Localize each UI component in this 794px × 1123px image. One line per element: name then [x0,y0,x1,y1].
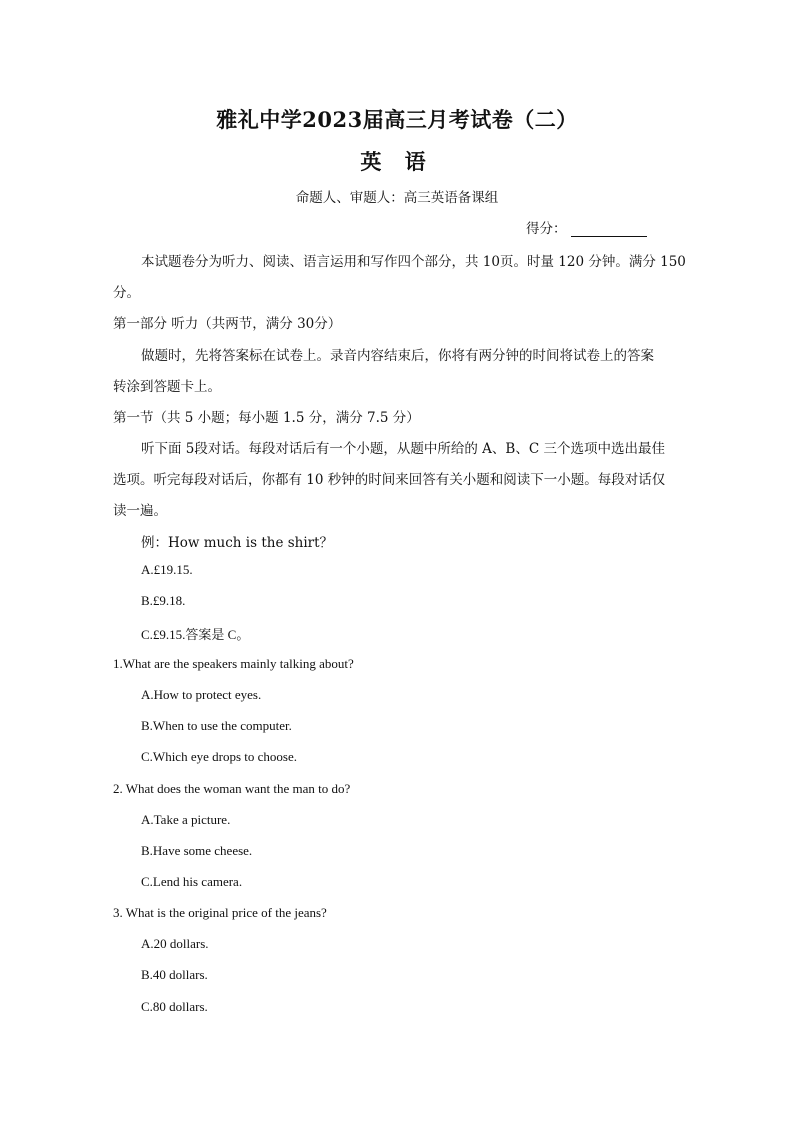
question-2-option-c: C.Lend his camera. [141,874,243,889]
question-2-option-b: B.Have some cheese. [141,843,253,858]
question-3-option-b: B.40 dollars. [141,967,208,982]
score-blank[interactable] [571,222,647,237]
author-line: 命题人、审题人：高三英语备课组 [295,190,499,206]
question-3-option-a: A.20 dollars. [141,936,209,951]
question-2: 2. What does the woman want the man to do? [113,781,351,796]
question-3: 3. What is the original price of the jeans? [113,905,327,920]
score-label: 得分： [526,221,567,237]
question-1-option-a: A.How to protect eyes. [141,687,262,702]
example-option-b: B.£9.18. [141,593,186,608]
question-3-option-c: C.80 dollars. [141,999,208,1014]
section1-instr-1: 听下面 5段对话。每段对话后有一个小题，从题中所给的 A、B、C 三个选项中选出最佳 [141,441,665,457]
section1-instr-2: 选项。听完每段对话后，你都有 10 秒钟的时间来回答有关小题和阅读下一小题。每段对话仅 [113,472,666,488]
example-option-a: A.£19.15. [141,562,193,577]
exam-title: 雅礼中学2023届高三月考试卷（二） [216,107,578,132]
section1-heading: 第一节（共 5 小题；每小题 1.5 分，满分 7.5 分） [113,410,420,426]
intro-line-2: 分。 [113,285,140,301]
section1-instr-3: 读一遍。 [113,503,167,519]
question-2-option-a: A.Take a picture. [141,812,231,827]
score-field [526,217,647,237]
part1-instr-1: 做题时，先将答案标在试卷上。录音内容结束后，你将有两分钟的时间将试卷上的答案 [141,348,654,364]
question-1-option-b: B.When to use the computer. [141,718,292,733]
subject-title: 英 语 [360,149,434,174]
example-question: 例：How much is the shirt？ [141,535,334,551]
question-1-option-c: C.Which eye drops to choose. [141,749,297,764]
question-1: 1.What are the speakers mainly talking about? [113,656,354,671]
example-option-c: C.£9.15.答案是 C。 [141,627,250,642]
part1-heading: 第一部分 听力（共两节，满分 30分） [113,316,342,332]
intro-line-1: 本试题卷分为听力、阅读、语言运用和写作四个部分，共 10页。时量 120 分钟。满分 150 [141,254,686,270]
part1-instr-2: 转涂到答题卡上。 [113,379,221,395]
